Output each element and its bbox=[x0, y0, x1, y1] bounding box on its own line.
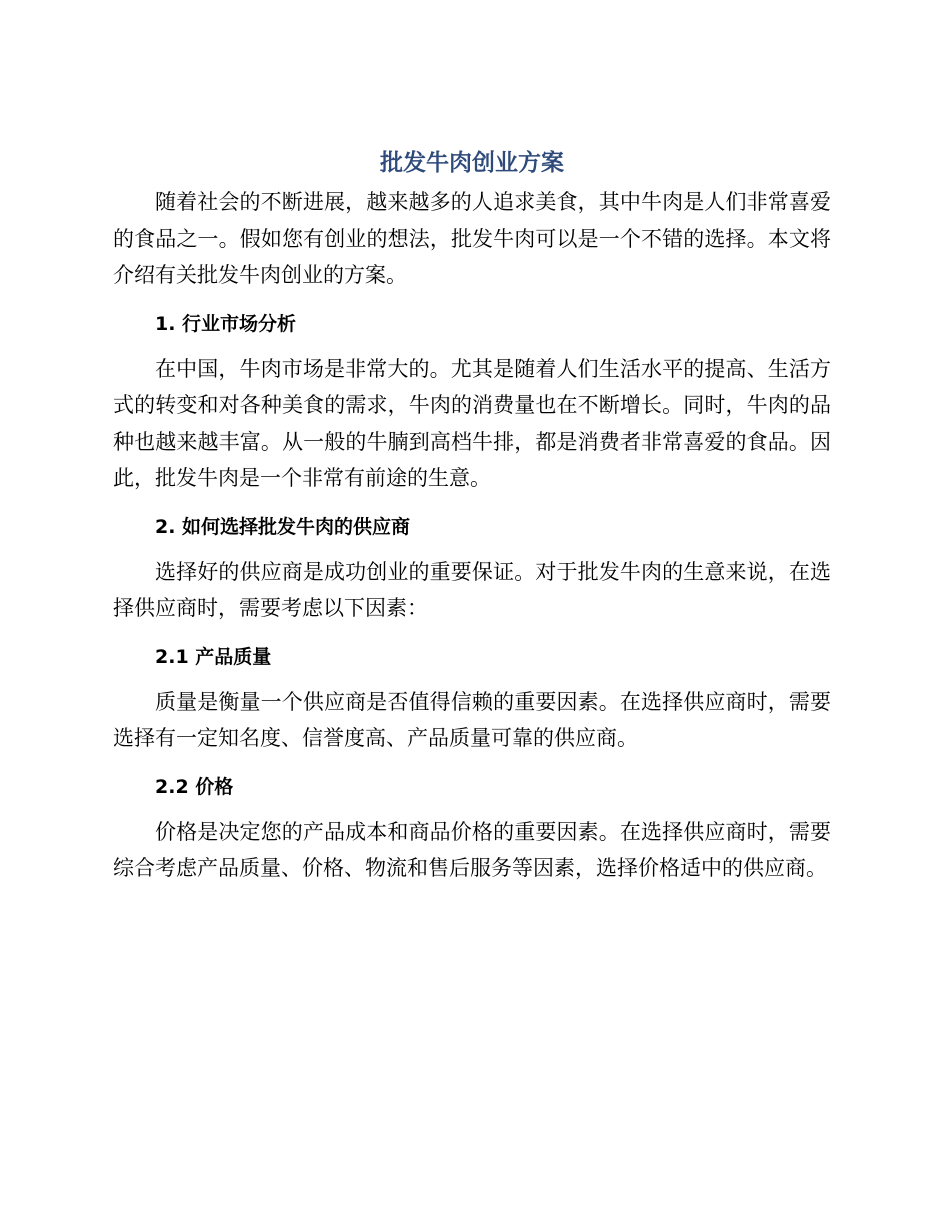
intro-paragraph: 随着社会的不断进展，越来越多的人追求美食，其中牛肉是人们非常喜爱的食品之一。假如您有创业的想法，批发牛肉可以是一个不错的选择。本文将介绍有关批发牛肉创业的方案。 bbox=[113, 190, 831, 287]
document-page bbox=[113, 142, 831, 887]
spacer bbox=[113, 545, 831, 554]
section-heading-product-quality: 2.1 产品质量 bbox=[155, 645, 272, 668]
spacer bbox=[113, 757, 831, 769]
section-body-price: 价格是决定您的产品成本和商品价格的重要因素。在选择供应商时，需要综合考虑产品质量、价格、物流和售后服务等因素，选择价格适中的供应商。 bbox=[113, 819, 831, 880]
spacer bbox=[113, 294, 831, 306]
section-heading-market-analysis: 1. 行业市场分析 bbox=[155, 312, 297, 335]
section-body-choose-supplier: 选择好的供应商是成功创业的重要保证。对于批发牛肉的生意来说，在选择供应商时，需要考虑以下因素： bbox=[113, 559, 831, 620]
section-heading-price: 2.2 价格 bbox=[155, 775, 234, 798]
spacer bbox=[113, 342, 831, 351]
section-body-market-analysis: 在中国，牛肉市场是非常大的。尤其是随着人们生活水平的提高、生活方式的转变和对各种美食的需求，牛肉的消费量也在不断增长。同时，牛肉的品种也越来越丰富。从一般的牛腩到高档牛排，都是消费者非常喜爱的食品。因此，批发牛肉是一个非常有前途的生意。 bbox=[113, 356, 831, 490]
spacer bbox=[113, 805, 831, 814]
spacer bbox=[113, 675, 831, 684]
spacer bbox=[113, 497, 831, 509]
document-title: 批发牛肉创业方案 bbox=[380, 150, 564, 176]
section-body-product-quality: 质量是衡量一个供应商是否值得信赖的重要因素。在选择供应商时，需要选择有一定知名度、信誉度高、产品质量可靠的供应商。 bbox=[113, 689, 831, 750]
section-heading-choose-supplier: 2. 如何选择批发牛肉的供应商 bbox=[155, 515, 411, 538]
spacer bbox=[113, 627, 831, 639]
